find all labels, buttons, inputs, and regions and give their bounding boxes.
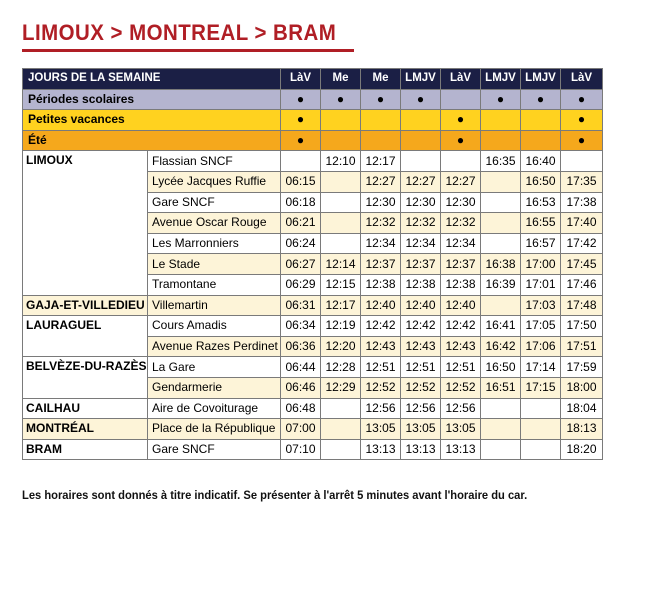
period-mark: ● [281, 110, 321, 131]
stop-name: Gendarmerie [148, 377, 281, 398]
departure-time: 12:52 [441, 377, 481, 398]
departure-time [321, 398, 361, 419]
period-mark: ● [441, 130, 481, 151]
departure-time [481, 171, 521, 192]
departure-time: 17:05 [521, 316, 561, 337]
stop-name: Lycée Jacques Ruffie [148, 171, 281, 192]
departure-time: 16:40 [521, 151, 561, 172]
departure-time: 12:34 [401, 233, 441, 254]
day-column-header: LàV [441, 69, 481, 90]
departure-time [521, 398, 561, 419]
departure-time: 18:20 [561, 439, 603, 460]
stop-name: Gare SNCF [148, 192, 281, 213]
town-name: GAJA-ET-VILLEDIEU [23, 295, 148, 316]
town-name: LIMOUX [23, 151, 148, 295]
departure-time: 12:30 [401, 192, 441, 213]
period-mark: ● [281, 130, 321, 151]
period-mark: ● [561, 89, 603, 110]
departure-time: 17:01 [521, 274, 561, 295]
departure-time: 16:57 [521, 233, 561, 254]
stop-name: Place de la République [148, 419, 281, 440]
departure-time: 13:05 [401, 419, 441, 440]
departure-time: 12:29 [321, 377, 361, 398]
period-mark: ● [361, 89, 401, 110]
departure-time: 16:50 [481, 357, 521, 378]
period-row [23, 89, 603, 110]
departure-time: 06:36 [281, 336, 321, 357]
departure-time [321, 439, 361, 460]
departure-time [561, 151, 603, 172]
town-name: BELVÈZE-DU-RAZÈS [23, 357, 148, 398]
departure-time: 06:27 [281, 254, 321, 275]
days-header-label: JOURS DE LA SEMAINE [23, 69, 281, 90]
departure-time: 16:51 [481, 377, 521, 398]
departure-time: 12:14 [321, 254, 361, 275]
departure-time [321, 192, 361, 213]
departure-time [481, 419, 521, 440]
departure-time: 16:55 [521, 213, 561, 234]
departure-time [441, 151, 481, 172]
table-row [23, 357, 603, 378]
departure-time: 06:46 [281, 377, 321, 398]
departure-time [521, 419, 561, 440]
departure-time [401, 151, 441, 172]
departure-time: 16:41 [481, 316, 521, 337]
period-mark [481, 110, 521, 131]
departure-time: 17:40 [561, 213, 603, 234]
departure-time: 17:03 [521, 295, 561, 316]
departure-time [321, 171, 361, 192]
day-column-header: LMJV [521, 69, 561, 90]
period-mark [441, 89, 481, 110]
departure-time: 18:00 [561, 377, 603, 398]
footnote: Les horaires sont donnés à titre indicatif. Se présenter à l'arrêt 5 minutes avant l'horaire du car. [22, 488, 528, 502]
departure-time: 12:42 [441, 316, 481, 337]
departure-time: 06:18 [281, 192, 321, 213]
departure-time: 13:05 [361, 419, 401, 440]
departure-time: 13:13 [361, 439, 401, 460]
period-mark: ● [521, 89, 561, 110]
departure-time: 12:52 [401, 377, 441, 398]
departure-time: 12:56 [441, 398, 481, 419]
departure-time: 12:20 [321, 336, 361, 357]
departure-time: 12:56 [361, 398, 401, 419]
departure-time: 12:17 [361, 151, 401, 172]
departure-time: 06:24 [281, 233, 321, 254]
departure-time: 12:32 [441, 213, 481, 234]
table-row [23, 295, 603, 316]
timetable-header-row [23, 69, 603, 90]
departure-time: 12:19 [321, 316, 361, 337]
table-row [23, 151, 603, 172]
departure-time: 12:34 [441, 233, 481, 254]
town-name: BRAM [23, 439, 148, 460]
departure-time: 12:30 [361, 192, 401, 213]
departure-time: 06:21 [281, 213, 321, 234]
period-mark: ● [441, 110, 481, 131]
departure-time: 12:37 [361, 254, 401, 275]
departure-time: 17:38 [561, 192, 603, 213]
day-column-header: Me [361, 69, 401, 90]
stop-name: Le Stade [148, 254, 281, 275]
departure-time: 16:42 [481, 336, 521, 357]
period-mark [521, 130, 561, 151]
table-row [23, 419, 603, 440]
departure-time: 06:31 [281, 295, 321, 316]
departure-time [321, 419, 361, 440]
town-name: CAILHAU [23, 398, 148, 419]
departure-time: 12:52 [361, 377, 401, 398]
day-column-header: Me [321, 69, 361, 90]
departure-time: 06:15 [281, 171, 321, 192]
departure-time: 17:50 [561, 316, 603, 337]
stop-name: Flassian SNCF [148, 151, 281, 172]
departure-time: 12:56 [401, 398, 441, 419]
departure-time: 12:51 [401, 357, 441, 378]
departure-time: 13:13 [401, 439, 441, 460]
table-row [23, 316, 603, 337]
departure-time: 12:27 [401, 171, 441, 192]
stop-name: Tramontane [148, 274, 281, 295]
table-row [23, 398, 603, 419]
departure-time [481, 439, 521, 460]
page-title: LIMOUX > MONTREAL > BRAM [22, 20, 337, 45]
day-column-header: LMJV [481, 69, 521, 90]
departure-time: 12:10 [321, 151, 361, 172]
departure-time: 12:42 [361, 316, 401, 337]
departure-time [281, 151, 321, 172]
departure-time: 16:35 [481, 151, 521, 172]
day-column-header: LàV [561, 69, 603, 90]
departure-time: 17:06 [521, 336, 561, 357]
title-underline [22, 49, 354, 52]
period-mark: ● [561, 130, 603, 151]
departure-time: 06:29 [281, 274, 321, 295]
town-name: LAURAGUEL [23, 316, 148, 357]
period-row [23, 130, 603, 151]
period-mark [321, 130, 361, 151]
departure-time: 18:13 [561, 419, 603, 440]
departure-time: 12:30 [441, 192, 481, 213]
table-row [23, 439, 603, 460]
period-label: Périodes scolaires [23, 89, 281, 110]
timetable [22, 68, 603, 460]
period-mark: ● [401, 89, 441, 110]
period-label: Petites vacances [23, 110, 281, 131]
period-mark: ● [321, 89, 361, 110]
stop-name: Cours Amadis [148, 316, 281, 337]
departure-time: 12:43 [401, 336, 441, 357]
departure-time [481, 295, 521, 316]
departure-time: 12:17 [321, 295, 361, 316]
day-column-header: LàV [281, 69, 321, 90]
period-label: Été [23, 130, 281, 151]
departure-time [321, 213, 361, 234]
departure-time: 12:38 [441, 274, 481, 295]
departure-time: 12:51 [361, 357, 401, 378]
departure-time: 16:53 [521, 192, 561, 213]
stop-name: Avenue Oscar Rouge [148, 213, 281, 234]
departure-time: 06:44 [281, 357, 321, 378]
departure-time: 17:45 [561, 254, 603, 275]
departure-time: 12:37 [401, 254, 441, 275]
departure-time: 13:05 [441, 419, 481, 440]
departure-time: 12:28 [321, 357, 361, 378]
departure-time: 12:40 [441, 295, 481, 316]
period-mark [401, 110, 441, 131]
departure-time: 12:43 [441, 336, 481, 357]
departure-time: 17:14 [521, 357, 561, 378]
stop-name: Aire de Covoiturage [148, 398, 281, 419]
departure-time: 16:50 [521, 171, 561, 192]
period-mark [481, 130, 521, 151]
departure-time: 16:38 [481, 254, 521, 275]
period-mark [321, 110, 361, 131]
stop-name: Les Marronniers [148, 233, 281, 254]
departure-time: 18:04 [561, 398, 603, 419]
departure-time: 12:27 [441, 171, 481, 192]
period-mark [361, 130, 401, 151]
departure-time: 12:51 [441, 357, 481, 378]
day-column-header: LMJV [401, 69, 441, 90]
stop-name: Villemartin [148, 295, 281, 316]
stop-name: La Gare [148, 357, 281, 378]
departure-time: 13:13 [441, 439, 481, 460]
period-mark [401, 130, 441, 151]
departure-time: 12:42 [401, 316, 441, 337]
period-mark: ● [281, 89, 321, 110]
departure-time [481, 192, 521, 213]
departure-time: 17:42 [561, 233, 603, 254]
period-mark [361, 110, 401, 131]
departure-time: 12:32 [361, 213, 401, 234]
departure-time: 12:15 [321, 274, 361, 295]
period-row [23, 110, 603, 131]
departure-time: 12:40 [361, 295, 401, 316]
departure-time: 12:43 [361, 336, 401, 357]
period-mark [521, 110, 561, 131]
departure-time: 12:40 [401, 295, 441, 316]
departure-time [321, 233, 361, 254]
period-mark: ● [561, 110, 603, 131]
departure-time: 17:46 [561, 274, 603, 295]
period-mark: ● [481, 89, 521, 110]
town-name: MONTRÉAL [23, 419, 148, 440]
departure-time: 17:00 [521, 254, 561, 275]
departure-time: 06:48 [281, 398, 321, 419]
departure-time [521, 439, 561, 460]
departure-time: 07:00 [281, 419, 321, 440]
departure-time: 12:38 [401, 274, 441, 295]
departure-time: 12:27 [361, 171, 401, 192]
departure-time: 16:39 [481, 274, 521, 295]
stop-name: Avenue Razes Perdinet [148, 336, 281, 357]
departure-time: 12:37 [441, 254, 481, 275]
departure-time: 17:35 [561, 171, 603, 192]
departure-time: 06:34 [281, 316, 321, 337]
departure-time [481, 233, 521, 254]
departure-time: 17:15 [521, 377, 561, 398]
departure-time: 12:34 [361, 233, 401, 254]
departure-time: 12:38 [361, 274, 401, 295]
departure-time: 12:32 [401, 213, 441, 234]
departure-time: 07:10 [281, 439, 321, 460]
departure-time: 17:59 [561, 357, 603, 378]
departure-time [481, 213, 521, 234]
departure-time: 17:48 [561, 295, 603, 316]
departure-time: 17:51 [561, 336, 603, 357]
departure-time [481, 398, 521, 419]
stop-name: Gare SNCF [148, 439, 281, 460]
